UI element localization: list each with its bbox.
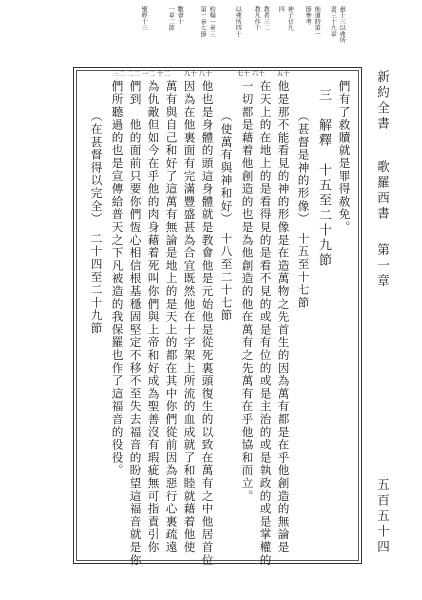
note-8: 教凡作十 [253, 6, 261, 31]
note-10: 約翰一章三 [208, 6, 216, 37]
verse-num-16: 十六 [250, 70, 265, 77]
verse-num-19: 十九 [182, 70, 197, 77]
top-notes [80, 6, 350, 64]
verse-num-15: 十五 [275, 70, 290, 77]
note-9: 以弗所四十 [234, 6, 242, 37]
body-line-6: 一切都是藉着他創造的也是為他創造的他在萬有之先萬有在乎他協和而立。 [240, 80, 255, 503]
book-title: 新約全書 [375, 70, 391, 132]
book-name: 歌羅西書 [375, 160, 391, 222]
body-line-11: 為仇敵但如今在乎他的肉身藉着死叫你們與上帝和好成為聖善沒有瑕疵無可指責引你 [146, 80, 161, 554]
note-13: 一章二節 [167, 6, 175, 31]
note-7: 教者三二 [262, 6, 270, 31]
note-2: 書三十九章 [329, 6, 337, 37]
sub-heading-1: （甚督是神的形像） 十五至十七節 [296, 110, 311, 309]
body-line-10: 萬有與自己和好了這萬有無論是地上的是天上的都在其中你們從前因為惡行心裏疏遠 [164, 80, 179, 554]
verse-num-23: 二三 [110, 70, 125, 77]
chapter-label: 第一章 [375, 243, 391, 290]
note-4: 節參考 [304, 6, 312, 25]
body-line-8: 他也是身體的頭這身體就是教會他是元始他是從死裏頭復生的以致在萬有之中他居首位 [200, 80, 215, 567]
page-number: 五百五十四 [375, 478, 391, 556]
verse-num-18: 十八 [197, 70, 212, 77]
note-3: 佈道時第一 [313, 6, 321, 37]
note-11: 第一章七節 [199, 6, 207, 37]
body-line-13: 們所聽過的也是宣傳給普天之下凡被造的我保羅也作了這福音的役役。 [110, 80, 125, 477]
note-12: 數會十 [176, 6, 184, 25]
body-line-1: 們有了救贖就是罪得赦免。 [337, 80, 352, 234]
sub-heading-3: （在甚督得以完全） 二十四至二十九節 [89, 110, 104, 335]
sub-heading-2: （使萬有與神和好） 十八至二十七節 [219, 110, 234, 322]
note-1: 惠十三以弗所 [338, 6, 346, 44]
body-line-4: 他是那不能看見的神的形像是在造萬物之先首生的因為萬有都是在乎他創造的無論是 [276, 80, 291, 554]
body-line-12: 們到 他的面前只要你們恆心相信根基穩固堅定不移不至失去福音的盼望這福音就是你 [128, 80, 143, 567]
verse-num-21: 二一 [140, 70, 155, 77]
verse-num-20: 二十 [155, 70, 170, 77]
note-5: 神子甘九 [286, 6, 294, 31]
note-14: 聖經十三 [140, 6, 148, 31]
section-heading: 三 解釋 十五至二十九節 [316, 88, 331, 268]
body-line-5: 在天上的在地上的是看得見的是看不見的或是有位的或是主治的或是執政的或是掌權的 [258, 80, 273, 567]
note-6: 四 [277, 6, 285, 13]
verse-num-22: 二二 [125, 70, 140, 77]
body-line-9: 因為在他裏面有完滿豐盛甚為合宜既然他在十字架上所流的血成就了和睦就藉着他使 [182, 80, 197, 554]
verse-num-17: 十七 [235, 70, 250, 77]
